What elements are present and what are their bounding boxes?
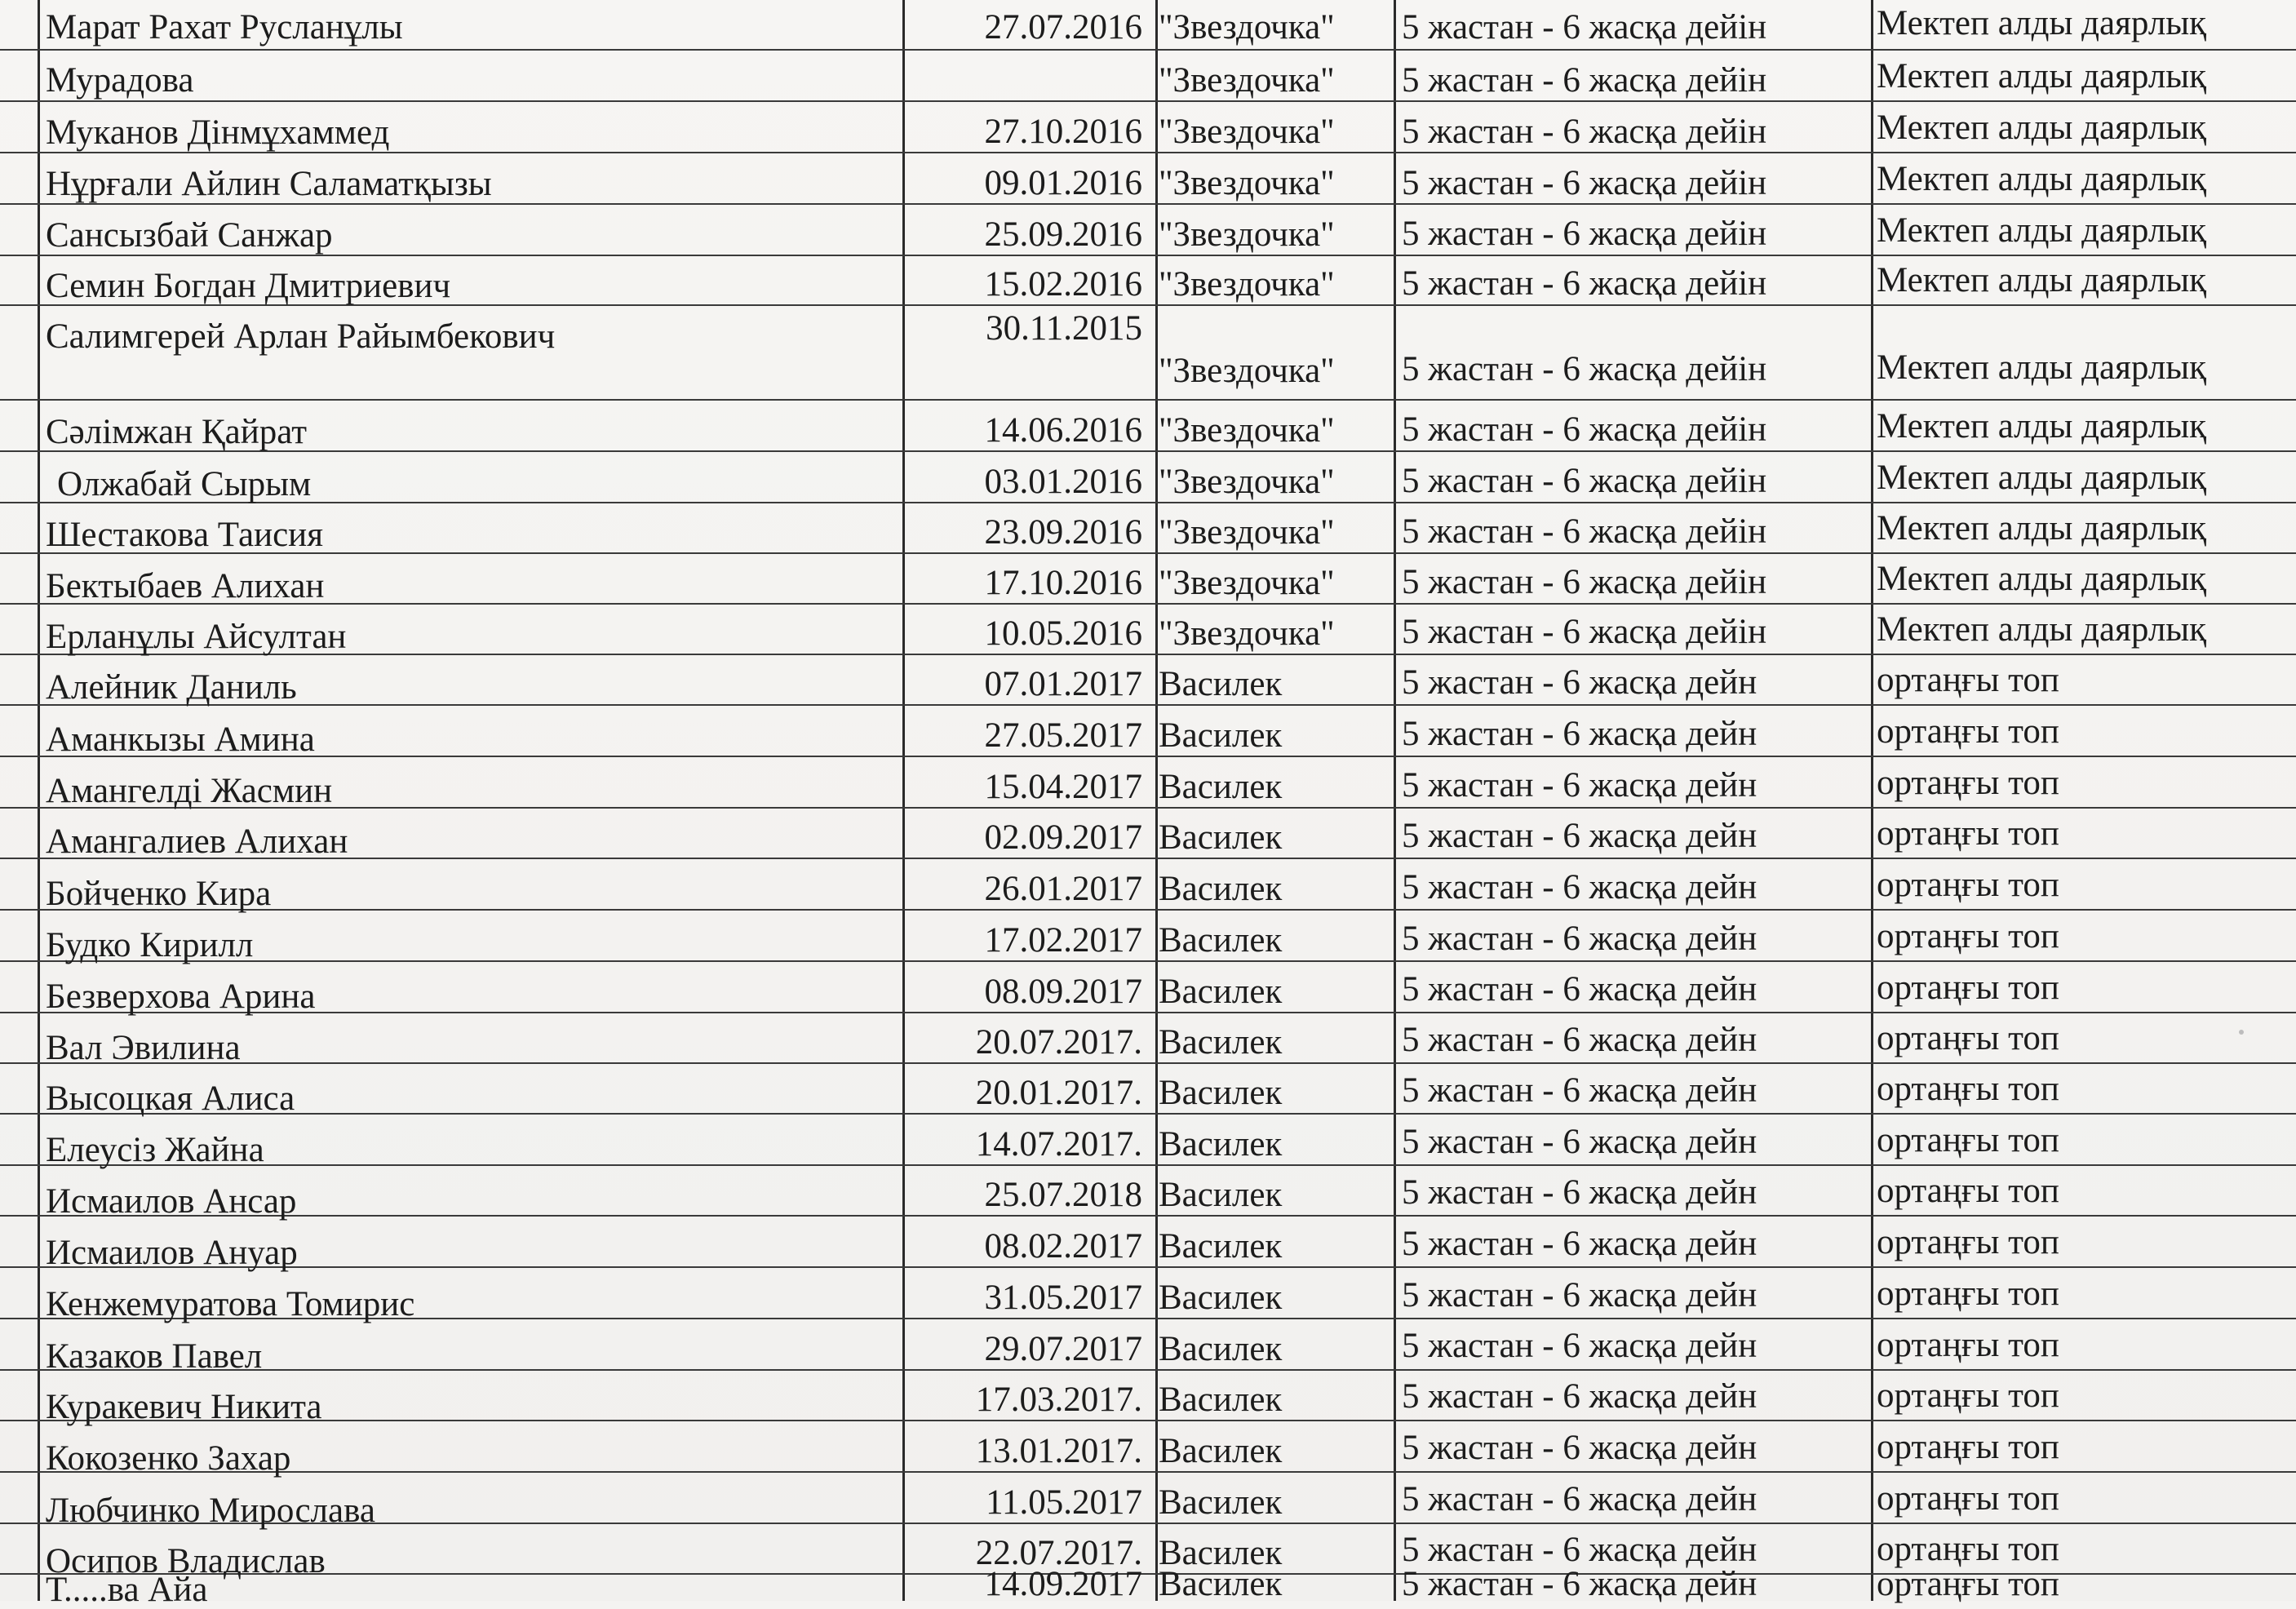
group-name: Василек [1159, 818, 1283, 857]
group-name: "Звездочка" [1159, 352, 1335, 390]
group-name: Василек [1159, 870, 1283, 908]
age-range: 5 жастан - 6 жасқа дейн [1402, 1021, 1757, 1059]
student-name: Амангалиев Алихан [46, 822, 348, 861]
student-name: Кенжемуратова Томирис [46, 1285, 415, 1323]
age-range: 5 жастан - 6 жасқа дейн [1402, 766, 1757, 804]
student-name: Муканов Дінмұхаммед [46, 113, 390, 152]
age-range: 5 жастан - 6 жасқа дейн [1402, 920, 1757, 958]
group-category: ортаңғы топ [1877, 1274, 2059, 1313]
birth-date-text: 17.02.2017 [984, 921, 1142, 960]
student-name: Безверхова Арина [46, 977, 316, 1016]
group-category: ортаңғы топ [1877, 917, 2059, 955]
birth-date-text: 14.09.2017 [984, 1565, 1142, 1603]
group-category: Мектеп алды даярлық [1877, 509, 2207, 547]
group-category: Мектеп алды даярлық [1877, 407, 2207, 445]
student-name: Кокозенко Захар [46, 1439, 291, 1478]
age-range: 5 жастан - 6 жасқа дейін [1402, 8, 1767, 47]
birth-date-text: 03.01.2016 [984, 463, 1142, 501]
student-name: Осипов Владислав [46, 1542, 326, 1580]
age-range: 5 жастан - 6 жасқа дейн [1402, 1225, 1757, 1263]
group-name: Василек [1159, 1023, 1283, 1062]
birth-date-text: 23.09.2016 [984, 513, 1142, 552]
group-category: ортаңғы топ [1877, 1019, 2059, 1057]
group-name: Василек [1159, 768, 1283, 806]
group-name: Василек [1159, 1176, 1283, 1214]
birth-date-text: 29.07.2017 [984, 1330, 1142, 1368]
group-name: "Звездочка" [1159, 513, 1335, 552]
student-name: Елеусіз Жайна [46, 1131, 264, 1169]
group-category: Мектеп алды даярлық [1877, 57, 2207, 95]
birth-date-text: 14.07.2017. [975, 1125, 1142, 1164]
group-name: "Звездочка" [1159, 8, 1335, 47]
group-category: ортаңғы топ [1877, 712, 2059, 751]
age-range: 5 жастан - 6 жасқа дейін [1402, 61, 1767, 100]
group-name: "Звездочка" [1159, 164, 1335, 202]
group-name: Василек [1159, 1330, 1283, 1368]
age-range: 5 жастан - 6 жасқа дейн [1402, 1071, 1757, 1110]
birth-date-text: 22.07.2017. [975, 1534, 1142, 1572]
group-category: Мектеп алды даярлық [1877, 160, 2207, 198]
group-category: Мектеп алды даярлық [1877, 109, 2207, 147]
age-range: 5 жастан - 6 жасқа дейн [1402, 1429, 1757, 1467]
age-range: 5 жастан - 6 жасқа дейін [1402, 462, 1767, 500]
group-name: Василек [1159, 1074, 1283, 1112]
age-range: 5 жастан - 6 жасқа дейн [1402, 1173, 1757, 1212]
student-name: Сансызбай Санжар [46, 216, 333, 255]
group-category: ортаңғы топ [1877, 1326, 2059, 1364]
group-name: Василек [1159, 973, 1283, 1011]
group-name: "Звездочка" [1159, 463, 1335, 501]
student-name: Алейник Даниль [46, 668, 297, 707]
scan-speck [2239, 1030, 2244, 1035]
group-category: ортаңғы топ [1877, 1530, 2059, 1568]
group-category: ортаңғы топ [1877, 1121, 2059, 1159]
birth-date-text: 13.01.2017. [975, 1432, 1142, 1470]
student-name: Нұрғали Айлин Саламатқызы [46, 165, 492, 203]
age-range: 5 жастан - 6 жасқа дейн [1402, 1327, 1757, 1365]
age-range: 5 жастан - 6 жасқа дейн [1402, 715, 1757, 753]
group-name: Василек [1159, 1125, 1283, 1164]
age-range: 5 жастан - 6 жасқа дейін [1402, 264, 1767, 303]
student-name: Салимгерей Арлан Райымбекович [46, 317, 556, 356]
group-name: "Звездочка" [1159, 113, 1335, 151]
student-name: Амангелді Жасмин [46, 772, 333, 810]
group-name: "Звездочка" [1159, 265, 1335, 304]
group-name: Василек [1159, 1227, 1283, 1265]
group-name: Василек [1159, 665, 1283, 703]
group-name: "Звездочка" [1159, 61, 1335, 100]
group-category: ортаңғы топ [1877, 1428, 2059, 1466]
birth-date-text: 20.01.2017. [975, 1074, 1142, 1112]
birth-date-text: 08.02.2017 [984, 1227, 1142, 1265]
birth-date-text: 31.05.2017 [984, 1279, 1142, 1317]
age-range: 5 жастан - 6 жасқа дейн [1402, 1531, 1757, 1569]
birth-date-text: 15.04.2017 [984, 768, 1142, 806]
birth-date-text: 17.10.2016 [984, 564, 1142, 602]
group-name: "Звездочка" [1159, 215, 1335, 254]
age-range: 5 жастан - 6 жасқа дейн [1402, 1565, 1757, 1603]
group-category: ортаңғы топ [1877, 661, 2059, 699]
group-name: Василек [1159, 1534, 1283, 1572]
age-range: 5 жастан - 6 жасқа дейн [1402, 1276, 1757, 1314]
age-range: 5 жастан - 6 жасқа дейін [1402, 113, 1767, 151]
group-category: ортаңғы топ [1877, 814, 2059, 853]
age-range: 5 жастан - 6 жасқа дейін [1402, 563, 1767, 601]
birth-date-text: 30.11.2015 [986, 309, 1142, 348]
student-name: Исмаилов Ансар [46, 1182, 297, 1221]
student-name: Марат Рахат Русланұлы [46, 8, 403, 47]
group-category: ортаңғы топ [1877, 1479, 2059, 1518]
group-category: ортаңғы топ [1877, 866, 2059, 904]
birth-date-text: 25.07.2018 [984, 1176, 1142, 1214]
age-range: 5 жастан - 6 жасқа дейн [1402, 970, 1757, 1008]
age-range: 5 жастан - 6 жасқа дейн [1402, 1480, 1757, 1518]
group-category: Мектеп алды даярлық [1877, 261, 2207, 299]
birth-date-text: 25.09.2016 [984, 215, 1142, 254]
student-name: Олжабай Сырым [57, 465, 312, 503]
age-range: 5 жастан - 6 жасқа дейін [1402, 350, 1767, 388]
birth-date-text: 27.07.2016 [984, 8, 1142, 47]
group-name: Василек [1159, 1483, 1283, 1522]
age-range: 5 жастан - 6 жасқа дейін [1402, 410, 1767, 449]
group-name: Василек [1159, 1381, 1283, 1419]
age-range: 5 жастан - 6 жасқа дейін [1402, 512, 1767, 551]
birth-date-text: 10.05.2016 [984, 614, 1142, 653]
birth-date-text: 09.01.2016 [984, 164, 1142, 202]
age-range: 5 жастан - 6 жасқа дейін [1402, 164, 1767, 202]
group-category: Мектеп алды даярлық [1877, 4, 2207, 42]
birth-date-text: 08.09.2017 [984, 973, 1142, 1011]
group-name: Василек [1159, 1432, 1283, 1470]
student-name: Казаков Павел [46, 1337, 263, 1376]
birth-date-text: 17.03.2017. [975, 1381, 1142, 1419]
group-category: Мектеп алды даярлық [1877, 211, 2207, 250]
group-name: Василек [1159, 1565, 1283, 1603]
group-category: Мектеп алды даярлық [1877, 459, 2207, 497]
student-name: Вал Эвилина [46, 1029, 241, 1067]
student-name: Аманкызы Амина [46, 720, 315, 759]
birth-date-text: 14.06.2016 [984, 411, 1142, 450]
age-range: 5 жастан - 6 жасқа дейн [1402, 868, 1757, 906]
group-category: ортаңғы топ [1877, 764, 2059, 802]
birth-date-text: 07.01.2017 [984, 665, 1142, 703]
age-range: 5 жастан - 6 жасқа дейн [1402, 663, 1757, 702]
birth-date-text: 26.01.2017 [984, 870, 1142, 908]
group-category: Мектеп алды даярлық [1877, 610, 2207, 649]
group-name: "Звездочка" [1159, 411, 1335, 450]
age-range: 5 жастан - 6 жасқа дейн [1402, 817, 1757, 855]
group-category: ортаңғы топ [1877, 1376, 2059, 1415]
birth-date-text: 27.10.2016 [984, 113, 1142, 151]
age-range: 5 жастан - 6 жасқа дейн [1402, 1377, 1757, 1416]
student-name: Бойченко Кира [46, 875, 272, 913]
group-category: Мектеп алды даярлық [1877, 348, 2207, 387]
birth-date-text: 11.05.2017 [986, 1483, 1142, 1522]
group-category: ортаңғы топ [1877, 969, 2059, 1007]
birth-date [534, 1567, 1142, 1602]
student-name: Шестакова Таисия [46, 516, 323, 554]
birth-date-text: 02.09.2017 [984, 818, 1142, 857]
birth-date-text: 27.05.2017 [984, 716, 1142, 755]
group-name: "Звездочка" [1159, 614, 1335, 653]
student-name: Куракевич Никита [46, 1388, 322, 1426]
group-category: ортаңғы топ [1877, 1565, 2059, 1603]
age-range: 5 жастан - 6 жасқа дейін [1402, 215, 1767, 253]
student-name: Семин Богдан Дмитриевич [46, 267, 451, 305]
age-range: 5 жастан - 6 жасқа дейін [1402, 613, 1767, 651]
age-range: 5 жастан - 6 жасқа дейн [1402, 1123, 1757, 1161]
student-name: Ерланұлы Айсултан [46, 618, 347, 656]
group-name: Василек [1159, 716, 1283, 755]
student-name: Любчинко Мирослава [46, 1492, 375, 1530]
student-name: Высоцкая Алиса [46, 1079, 295, 1118]
group-category: ортаңғы топ [1877, 1070, 2059, 1108]
group-name: "Звездочка" [1159, 564, 1335, 602]
group-name: Василек [1159, 1279, 1283, 1317]
birth-date-text: 20.07.2017. [975, 1023, 1142, 1062]
group-name: Василек [1159, 921, 1283, 960]
student-name: Сәлімжан Қайрат [46, 413, 307, 451]
group-category: ортаңғы топ [1877, 1223, 2059, 1261]
student-name: Исмаилов Ануар [46, 1234, 298, 1272]
group-category: ортаңғы топ [1877, 1172, 2059, 1210]
student-name: Т.....ва Айа [46, 1571, 208, 1609]
birth-date-text: 15.02.2016 [984, 265, 1142, 304]
student-name: Мурадова [46, 61, 194, 100]
group-category: Мектеп алды даярлық [1877, 560, 2207, 598]
student-name: Будко Кирилл [46, 926, 254, 964]
student-name: Бектыбаев Алихан [46, 567, 325, 605]
